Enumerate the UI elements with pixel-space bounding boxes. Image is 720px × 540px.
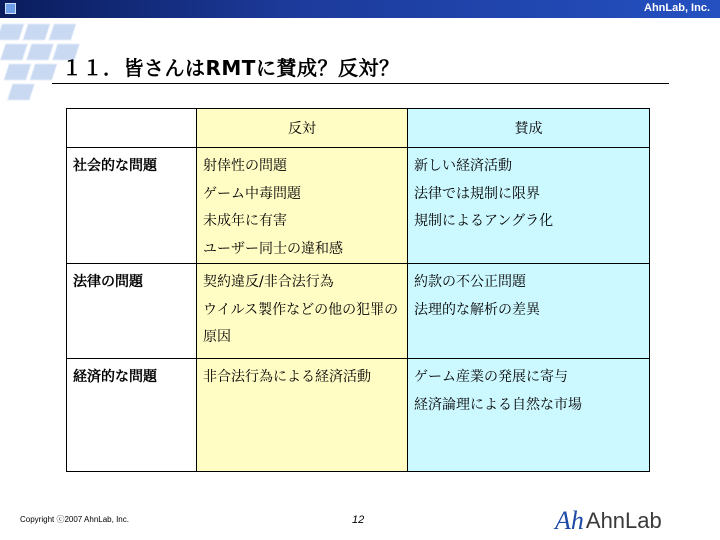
favor-cell xyxy=(408,148,650,264)
table-row xyxy=(67,148,650,264)
header-against: 反対 xyxy=(197,109,408,148)
logo-mark: Ah xyxy=(555,506,584,535)
top-bar xyxy=(0,0,720,18)
against-cell xyxy=(197,359,408,472)
row-category-social: 社会的な問題 xyxy=(67,148,197,264)
row-category-economic: 経済的な問題 xyxy=(67,359,197,472)
title-underline xyxy=(52,83,669,84)
window-square-icon xyxy=(5,3,16,14)
list-item: 法理的な解析の差異 xyxy=(414,301,540,318)
table-row xyxy=(67,359,650,472)
list-item: 規制によるアングラ化 xyxy=(414,213,554,229)
list-item: 射倖性の問題 xyxy=(203,158,287,174)
list-item: 新しい経済活動 xyxy=(414,158,512,174)
list-item: 法律では規制に限界 xyxy=(414,185,540,202)
list-item: ゲーム中毒問題 xyxy=(203,185,301,202)
comparison-table xyxy=(66,108,650,472)
slide-title: １１．皆さんはRMTに賛成？反対？ xyxy=(62,56,400,80)
list-item: ウイルス製作などの他の犯罪の原因 xyxy=(203,301,399,345)
list-item: ゲーム産業の発展に寄与 xyxy=(414,369,568,385)
header-empty-cell xyxy=(67,109,197,148)
list-item: 約款の不公正問題 xyxy=(414,274,526,290)
favor-cell xyxy=(408,264,650,359)
against-cell xyxy=(197,148,408,264)
against-cell xyxy=(197,264,408,359)
table-row xyxy=(67,264,650,359)
ahnlab-logo xyxy=(555,505,662,537)
footer-copyright: Copyright ⓒ2007 AhnLab, Inc. xyxy=(20,515,129,524)
list-item: ユーザー同士の違和感 xyxy=(203,240,343,257)
list-item: 非合法行為による経済活動 xyxy=(203,369,371,385)
header-brand: AhnLab, Inc. xyxy=(644,2,710,14)
header-favor: 賛成 xyxy=(408,109,650,148)
table-header-row xyxy=(67,109,650,148)
favor-cell xyxy=(408,359,650,472)
list-item: 経済論理による自然な市場 xyxy=(414,396,582,413)
row-category-legal: 法律の問題 xyxy=(67,264,197,359)
list-item: 契約違反/非合法行為 xyxy=(203,274,334,290)
logo-text: AhnLab xyxy=(585,508,662,533)
page-number: 12 xyxy=(352,514,365,526)
list-item: 未成年に有害 xyxy=(203,213,287,229)
